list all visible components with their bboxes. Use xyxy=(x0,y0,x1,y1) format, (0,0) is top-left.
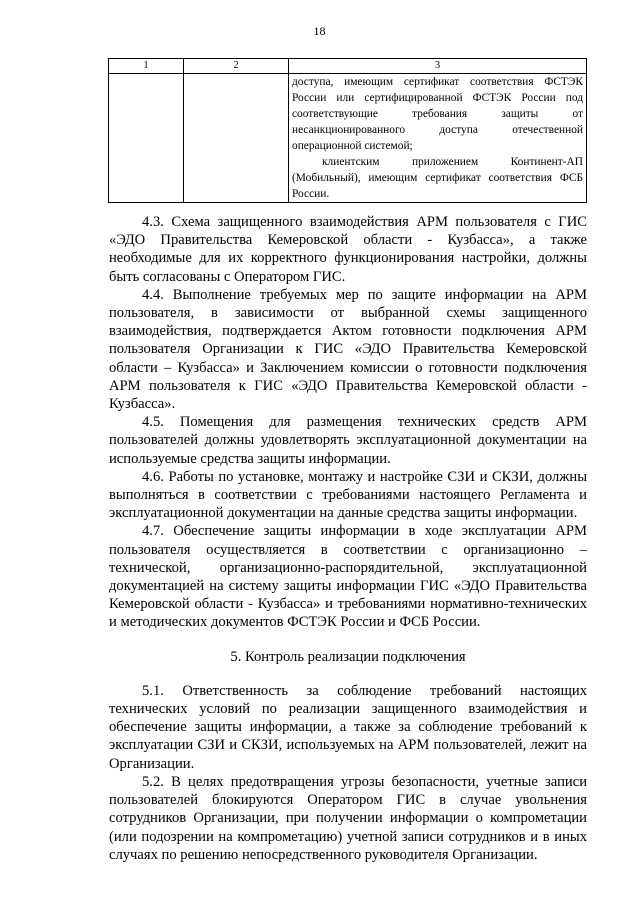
table-row xyxy=(109,74,587,203)
paragraph-4-3: 4.3. Схема защищенного взаимодействия АРМ пользователя с ГИС «ЭДО Правительства Кемеровской области - Кузбасса», а также необходимые для их корректного функционирования настройки, должны быть согласованы с Оператором ГИС. xyxy=(109,214,587,285)
continuation-table xyxy=(108,58,587,203)
section-heading: 5. Контроль реализации подключения xyxy=(230,648,466,665)
table-header-col-2: 2 xyxy=(184,59,289,74)
table-header-col-1: 1 xyxy=(109,59,184,74)
table-cell-col-3 xyxy=(289,74,587,203)
paragraph-5-2: 5.2. В целях предотвращения угрозы безопасности, учетные записи пользователей блокируются Оператором ГИС в случае увольнения сотрудников Организации, при получении информации о компрометации (или подозрении на компрометацию) учетной записи сотрудников и в иных случаях по решению непосредственного руководителя Организации. xyxy=(109,773,587,863)
paragraph-4-4: 4.4. Выполнение требуемых мер по защите информации на АРМ пользователя, в зависимости от выбранной схемы защищенного взаимодействия, подтверждается Актом готовности подключения АРМ пользователя Организации к ГИС «ЭДО Правительства Кемеровской области – Кузбасса» и Заключением комиссии о готовности подключения АРМ пользователя к ГИС «ЭДО Правительства Кемеровской области - Кузбасса». xyxy=(109,286,587,413)
paragraph-4-6: 4.6. Работы по установке, монтажу и настройке СЗИ и СКЗИ, должны выполняться в соответствии с требованиями настоящего Регламента и эксплуатационной документации на данные средства защиты информации. xyxy=(109,468,587,522)
table-header-col-3: 3 xyxy=(289,59,587,74)
table-cell-text: клиентским приложением Континент-АП (Мобильный), имеющим сертификат соответствия ФСБ России. xyxy=(292,156,583,200)
table-header-row xyxy=(109,59,587,74)
table-cell-col-1 xyxy=(109,74,184,203)
paragraph-5-1: 5.1. Ответственность за соблюдение требований настоящих технических условий по реализации защищенного взаимодействия и обеспечение защиты информации, а также за соблюдение требований к эксплуатации СЗИ и СКЗИ, используемых на АРМ пользователей, лежит на Организации. xyxy=(109,682,587,772)
paragraph-4-5: 4.5. Помещения для размещения технических средств АРМ пользователей должны удовлетворять эксплуатационной документации на используемые средства защиты информации. xyxy=(109,414,587,467)
page-number: 18 xyxy=(313,24,326,38)
paragraph-4-7: 4.7. Обеспечение защиты информации в ходе эксплуатации АРМ пользователя осуществляется в соответствии с организационно – технической, организационно-распорядительной, эксплуатационной документацией на систему защиты информации ГИС «ЭДО Правительства Кемеровской области - Кузбасса» и требованиями нормативно-технических и методических документов ФСТЭК России и ФСБ России. xyxy=(109,523,587,631)
table-cell-text: доступа, имеющим сертификат соответствия ФСТЭК России или сертифицированной ФСТЭК России под соответствующие требования защиты от несанкционированного доступа отечественной операционной системой; xyxy=(292,76,583,152)
document-body xyxy=(109,213,587,864)
table-cell-col-2 xyxy=(184,74,289,203)
